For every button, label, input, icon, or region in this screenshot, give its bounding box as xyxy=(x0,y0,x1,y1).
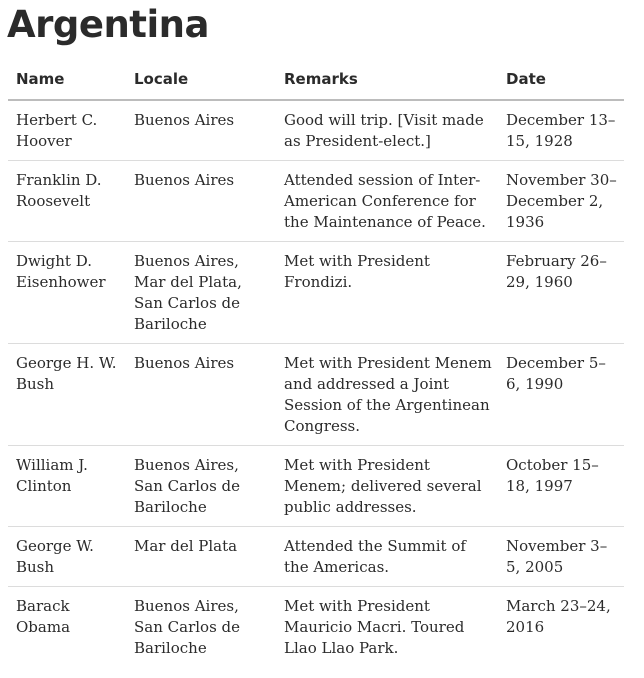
cell-name: William J. Clinton xyxy=(8,446,126,527)
table-row xyxy=(8,242,624,344)
cell-date: March 23–24, 2016 xyxy=(506,597,611,636)
table-row xyxy=(8,446,624,527)
cell-remarks: Met with President Menem; delivered several public addresses. xyxy=(276,446,498,527)
cell-locale: Mar del Plata xyxy=(126,527,276,587)
cell-locale: Buenos Aires xyxy=(126,161,276,242)
cell-date: November 30–December 2, 1936 xyxy=(498,161,624,242)
cell-date: December 13–15, 1928 xyxy=(498,100,624,161)
visits-table xyxy=(8,62,624,667)
cell-remarks: Attended the Summit of the Americas. xyxy=(276,527,498,587)
cell-name: Dwight D. Eisenhower xyxy=(8,242,126,344)
cell-name: George W. Bush xyxy=(8,527,126,587)
table-row xyxy=(8,100,624,161)
column-header-date: Date xyxy=(498,62,624,100)
column-header-locale: Locale xyxy=(126,62,276,100)
cell-date: November 3–5, 2005 xyxy=(498,527,624,587)
cell-locale: Buenos Aires xyxy=(126,344,276,446)
cell-date: December 5–6, 1990 xyxy=(498,344,624,446)
cell-locale: Buenos Aires, Mar del Plata, San Carlos de Bariloche xyxy=(126,242,276,344)
table-row xyxy=(8,527,624,587)
cell-remarks: Met with President Menem and addressed a Joint Session of the Argentinean Congress. xyxy=(276,344,498,446)
cell-name: Franklin D. Roosevelt xyxy=(8,161,126,242)
column-header-remarks: Remarks xyxy=(276,62,498,100)
table-row xyxy=(8,161,624,242)
cell-locale: Buenos Aires, San Carlos de Bariloche xyxy=(134,597,241,657)
cell-name: Herbert C. Hoover xyxy=(8,100,126,161)
cell-remarks: Met with President Mauricio Macri. Toured Llao Llao Park. xyxy=(284,597,465,657)
table-row xyxy=(8,344,624,446)
cell-date: February 26–29, 1960 xyxy=(498,242,624,344)
column-header-name: Name xyxy=(8,62,126,100)
cell-name: Barack Obama xyxy=(16,597,71,636)
page-title: Argentina xyxy=(7,3,209,46)
cell-remarks: Met with President Frondizi. xyxy=(276,242,498,344)
cell-remarks: Good will trip. [Visit made as President-elect.] xyxy=(276,100,498,161)
table-row xyxy=(8,587,624,668)
cell-name: George H. W. Bush xyxy=(8,344,126,446)
table-body xyxy=(8,100,624,667)
header-row xyxy=(8,62,624,100)
table-header xyxy=(8,62,624,100)
cell-locale: Buenos Aires, San Carlos de Bariloche xyxy=(126,446,276,527)
cell-date: October 15–18, 1997 xyxy=(498,446,624,527)
cell-locale: Buenos Aires xyxy=(126,100,276,161)
cell-remarks: Attended session of Inter-American Conference for the Maintenance of Peace. xyxy=(276,161,498,242)
